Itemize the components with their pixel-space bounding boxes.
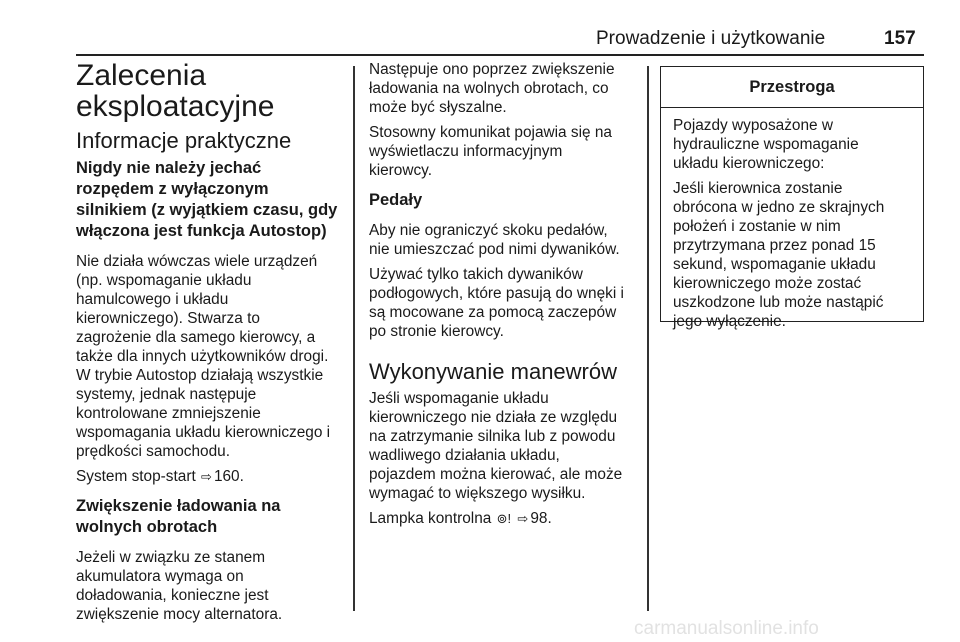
watermark: carmanualsonline.info — [634, 618, 819, 639]
pedals-heading: Pedały — [369, 191, 423, 209]
running-header-title: Prowadzenie i użytkowanie — [596, 28, 826, 49]
left-column — [76, 60, 344, 630]
chapter-title — [76, 60, 344, 122]
message-paragraph: Stosowny komunikat pojawia się na wyświetlaczu informacyjnym kierowcy. — [369, 124, 612, 179]
caution-body — [661, 108, 923, 331]
maneuver-paragraph: Jeśli wspomaganie układu kierowniczego nie działa ze względu na zatrzymanie silnika lub z powodu wadliwego działania układu, pojazdem można kierować, ale może wymagać to większego wysiłku. — [369, 390, 623, 502]
charging-continuation-paragraph: Następuje ono poprzez zwiększenie ładowania na wolnych obrotach, co może być słyszalne. — [369, 61, 615, 116]
pedals-paragraph-1: Aby nie ograniczyć skoku pedałów, nie umieszczać pod nimi dywaników. — [369, 222, 620, 258]
caution-box — [660, 66, 924, 330]
caution-paragraph-1: Pojazdy wyposażone w hydrauliczne wspomaganie układu kierowniczego: — [673, 117, 859, 172]
chapter-title-line-2: eksploatacyjne — [76, 90, 275, 123]
charging-heading: Zwiększenie ładowania na wolnych obrotach — [76, 497, 281, 536]
chapter-title-line-1: Zalecenia — [76, 59, 207, 92]
column-divider-right — [647, 66, 649, 611]
charging-paragraph: Jeżeli w związku ze stanem akumulatora wymaga on doładowania, konieczne jest zwiększenie mocy alternatora. — [76, 549, 283, 623]
header-rule — [76, 54, 924, 56]
stop-start-reference-text: System stop-start — [76, 468, 196, 485]
maneuver-section-title: Wykonywanie manewrów — [369, 359, 618, 384]
pedals-paragraph-2: Używać tylko takich dywaników podłogowych, które pasują do wnęki i są mocowane za pomocą zaczepów po stronie kierowcy. — [369, 266, 624, 340]
lamp-reference — [369, 509, 641, 528]
warning-heading: Nigdy nie należy jechać rozpędem z wyłączonym silnikiem (z wyjątkiem czasu, gdy włączona jest funkcja Autostop) — [76, 159, 338, 240]
page-number: 157 — [884, 28, 916, 49]
steering-warning-lamp-icon: ⊚! — [496, 511, 512, 526]
caution-paragraph-2: Jeśli kierownica zostanie obrócona w jedno ze skrajnych położeń i zostanie w nim przytrzymana przez ponad 15 sekund, wspomaganie układu kierowniczego może zostać uszkodzone lub może nastąpić jego wyłączenie. — [673, 180, 885, 330]
column-divider-left — [353, 66, 355, 611]
stop-start-reference — [76, 467, 344, 486]
warning-paragraph: Nie działa wówczas wiele urządzeń (np. wspomaganie układu hamulcowego i układu kierowniczego). Stwarza to zagrożenie dla samego kierowcy, a także dla innych użytkowników drogi. W trybie Autostop działają wszystkie systemy, jednak następuje kontrolowane zmniejszenie wspomagania układu kierowniczego i prędkości samochodu. — [76, 253, 331, 460]
lamp-reference-text: Lampka kontrolna — [369, 510, 492, 527]
page-reference-arrow-icon: ⇨ — [201, 469, 212, 484]
stop-start-reference-page[interactable]: 160. — [213, 468, 244, 485]
lamp-reference-page[interactable]: 98. — [530, 510, 552, 527]
middle-column — [369, 60, 641, 534]
caution-title: Przestroga — [661, 67, 923, 108]
section-title: Informacje praktyczne — [76, 128, 292, 153]
page-reference-arrow-icon: ⇨ — [517, 511, 529, 526]
